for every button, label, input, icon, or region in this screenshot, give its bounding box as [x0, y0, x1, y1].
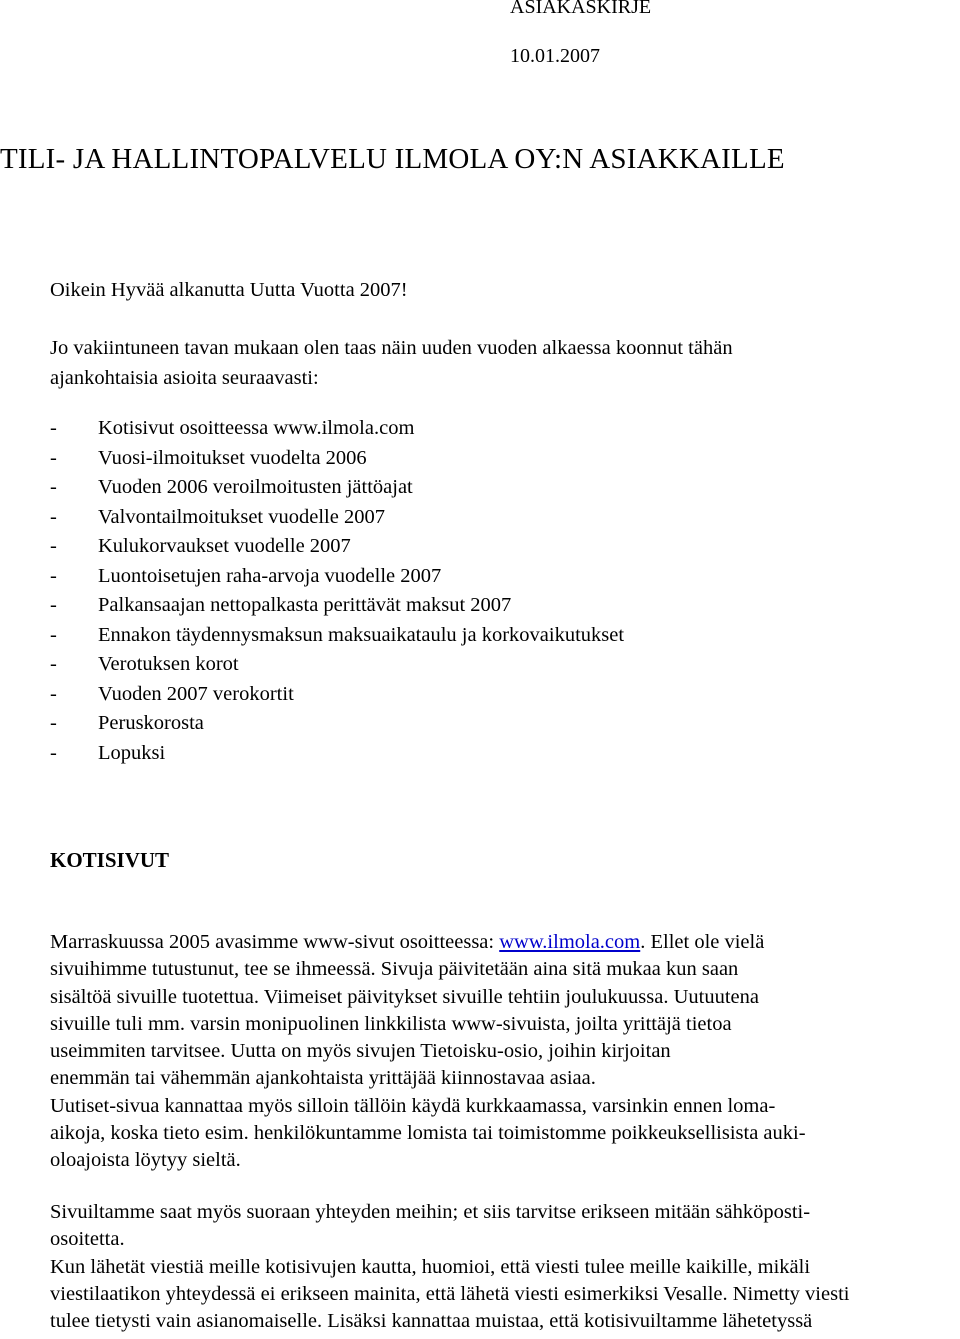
document-title: TILI- JA HALLINTOPALVELU ILMOLA OY:N ASIAKKAILLE: [0, 143, 785, 175]
list-item-label: Verotuksen korot: [98, 653, 239, 675]
document-type-label: ASIAKASKIRJE: [510, 0, 652, 18]
list-item-label: Luontoisetujen raha-arvoja vuodelle 2007: [98, 564, 442, 587]
list-item: [50, 739, 624, 769]
list-item-label: Valvontailmoitukset vuodelle 2007: [98, 505, 385, 528]
paragraph-line: sivuihimme tutustunut, tee se ihmeessä. Sivuja päivitetään aina sitä mukaa kun saan: [50, 958, 739, 981]
list-marker: -: [50, 623, 57, 646]
paragraph-line: [50, 929, 806, 956]
paragraph-line: enemmän tai vähemmän ajankohtaista yrittäjää kiinnostavaa asiaa.: [50, 1067, 596, 1090]
paragraph-line: sivuille tuli mm. varsin monipuolinen linkkilista www-sivuista, joilta yrittäjä tietoa: [50, 1012, 732, 1035]
list-marker: -: [50, 417, 57, 439]
list-marker: -: [50, 741, 57, 764]
website-link[interactable]: www.ilmola.com: [499, 931, 641, 953]
paragraph-line: tulee tietysti vain asianomaiselle. Lisäksi kannattaa muistaa, että kotisivuiltamme lähetetyssä: [50, 1310, 813, 1333]
contents-list: [50, 414, 624, 768]
paragraph-line: sisältöä sivuille tuotettua. Viimeiset päivitykset sivuille tehtiin joulukuussa. Uutuutena: [50, 985, 759, 1008]
list-item-label: Kotisivut osoitteessa www.ilmola.com: [98, 417, 415, 439]
intro-line: ajankohtaisia asioita seuraavasti:: [50, 367, 319, 389]
list-marker: -: [50, 476, 57, 498]
list-item: [50, 562, 624, 592]
paragraph-line: viestilaatikon yhteydessä ei erikseen mainita, että lähetä viesti esimerkiksi Vesalle. Nimetty viesti: [50, 1282, 850, 1305]
list-item-label: Ennakon täydennysmaksun maksuaikataulu ja korkovaikutukset: [98, 623, 625, 646]
list-item-label: Vuoden 2006 veroilmoitusten jättöajat: [98, 476, 413, 498]
list-item: [50, 503, 624, 533]
list-item-label: Kulukorvaukset vuodelle 2007: [98, 535, 351, 557]
list-marker: -: [50, 446, 57, 469]
list-item-label: Vuoden 2007 verokortit: [98, 682, 294, 705]
paragraph-line: aikoja, koska tieto esim. henkilökuntamme lomista tai toimistomme poikkeuksellisista auki-: [50, 1122, 806, 1145]
section-heading: KOTISIVUT: [50, 848, 170, 872]
contact-paragraph: [50, 1199, 849, 1335]
paragraph-line: useimmiten tarvitsee. Uutta on myös sivujen Tietoisku-osio, joihin kirjoitan: [50, 1040, 671, 1063]
list-item: [50, 650, 624, 680]
list-marker: -: [50, 712, 57, 734]
list-item: [50, 709, 624, 739]
document-date: 10.01.2007: [510, 45, 600, 67]
list-item: [50, 473, 624, 503]
paragraph-line: osoitetta.: [50, 1228, 125, 1251]
line-text: Marraskuussa 2005 avasimme www-sivut osoitteessa:: [50, 931, 500, 953]
line-text: . Ellet ole vielä: [640, 931, 765, 953]
paragraph-line: Sivuiltamme saat myös suoraan yhteyden meihin; et siis tarvitse erikseen mitään sähköposti-: [50, 1201, 811, 1223]
list-item-label: Palkansaajan nettopalkasta perittävät maksut 2007: [98, 594, 512, 616]
list-marker: -: [50, 682, 57, 705]
paragraph-line: oloajoista löytyy sieltä.: [50, 1149, 241, 1172]
list-item-label: Lopuksi: [98, 741, 166, 764]
list-item: [50, 414, 624, 444]
list-marker: -: [50, 564, 57, 587]
greeting: Oikein Hyvää alkanutta Uutta Vuotta 2007!: [50, 279, 408, 301]
intro-paragraph: [50, 333, 733, 393]
list-marker: -: [50, 505, 57, 528]
list-item: [50, 591, 624, 621]
list-item-label: Vuosi-ilmoitukset vuodelta 2006: [98, 446, 367, 469]
list-item: [50, 532, 624, 562]
list-item-label: Peruskorosta: [98, 712, 204, 734]
kotisivut-paragraph: [50, 929, 806, 1175]
list-marker: -: [50, 653, 57, 675]
list-marker: -: [50, 535, 57, 557]
list-item: [50, 680, 624, 710]
list-marker: -: [50, 594, 57, 616]
list-item: [50, 621, 624, 651]
paragraph-line: Uutiset-sivua kannattaa myös silloin tällöin käydä kurkkaamassa, varsinkin ennen loma-: [50, 1094, 776, 1117]
list-item: [50, 444, 624, 474]
intro-line: Jo vakiintuneen tavan mukaan olen taas näin uuden vuoden alkaessa koonnut tähän: [50, 337, 733, 359]
paragraph-line: Kun lähetät viestiä meille kotisivujen kautta, huomioi, että viesti tulee meille kaikille, mikäli: [50, 1255, 811, 1278]
